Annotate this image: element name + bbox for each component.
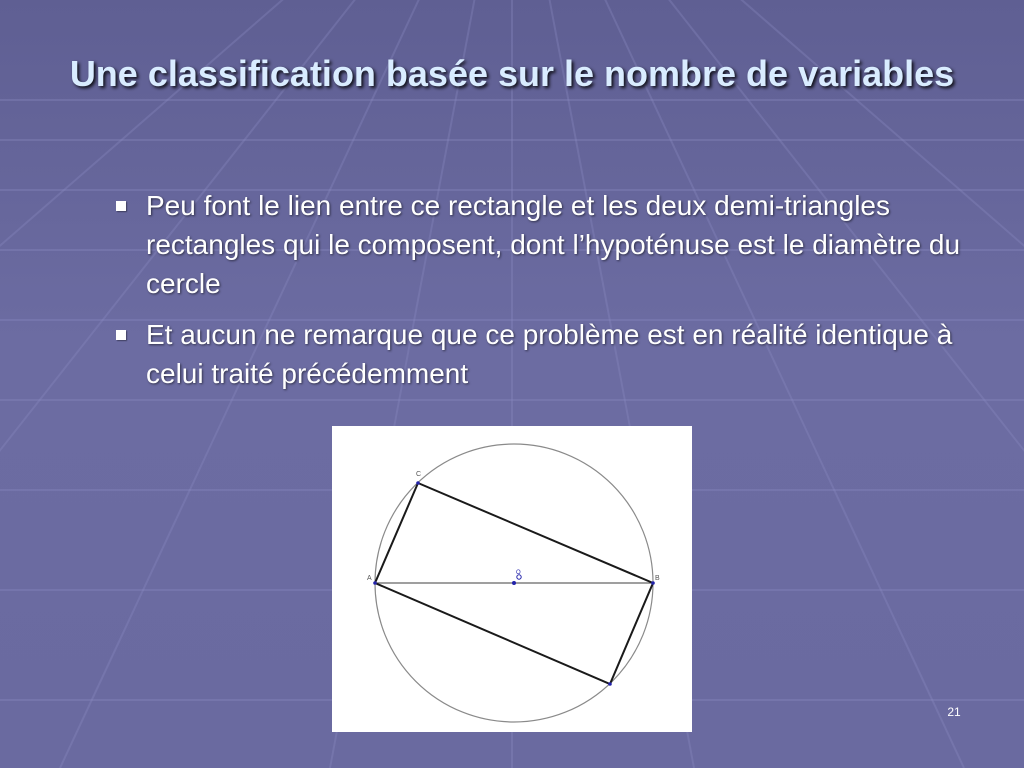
label-c: C (416, 471, 422, 478)
bullet-list (114, 186, 974, 405)
label-b: B (655, 575, 660, 582)
geometry-diagram (332, 426, 692, 732)
label-a: A (367, 575, 372, 582)
square-bullet-icon (116, 201, 126, 211)
point-a (373, 581, 377, 585)
bullet-text: Peu font le lien entre ce rectangle et les deux demi-triangles rectangles qui le composent, dont l’hypoténuse est le diamètre du cercle (146, 190, 961, 299)
label-o: O (516, 570, 521, 576)
slide-title: Une classification basée sur le nombre de variables (69, 53, 955, 94)
page-number: 21 (947, 705, 961, 719)
bullet-item (114, 315, 974, 393)
center-point (512, 581, 516, 585)
square-bullet-icon (116, 330, 126, 340)
bullet-text: Et aucun ne remarque que ce problème est en réalité identique à celui traité précédemment (146, 319, 953, 389)
geometry-figure (332, 426, 692, 732)
point-c (416, 481, 420, 485)
bullet-item (114, 186, 974, 303)
point-d (608, 682, 612, 686)
